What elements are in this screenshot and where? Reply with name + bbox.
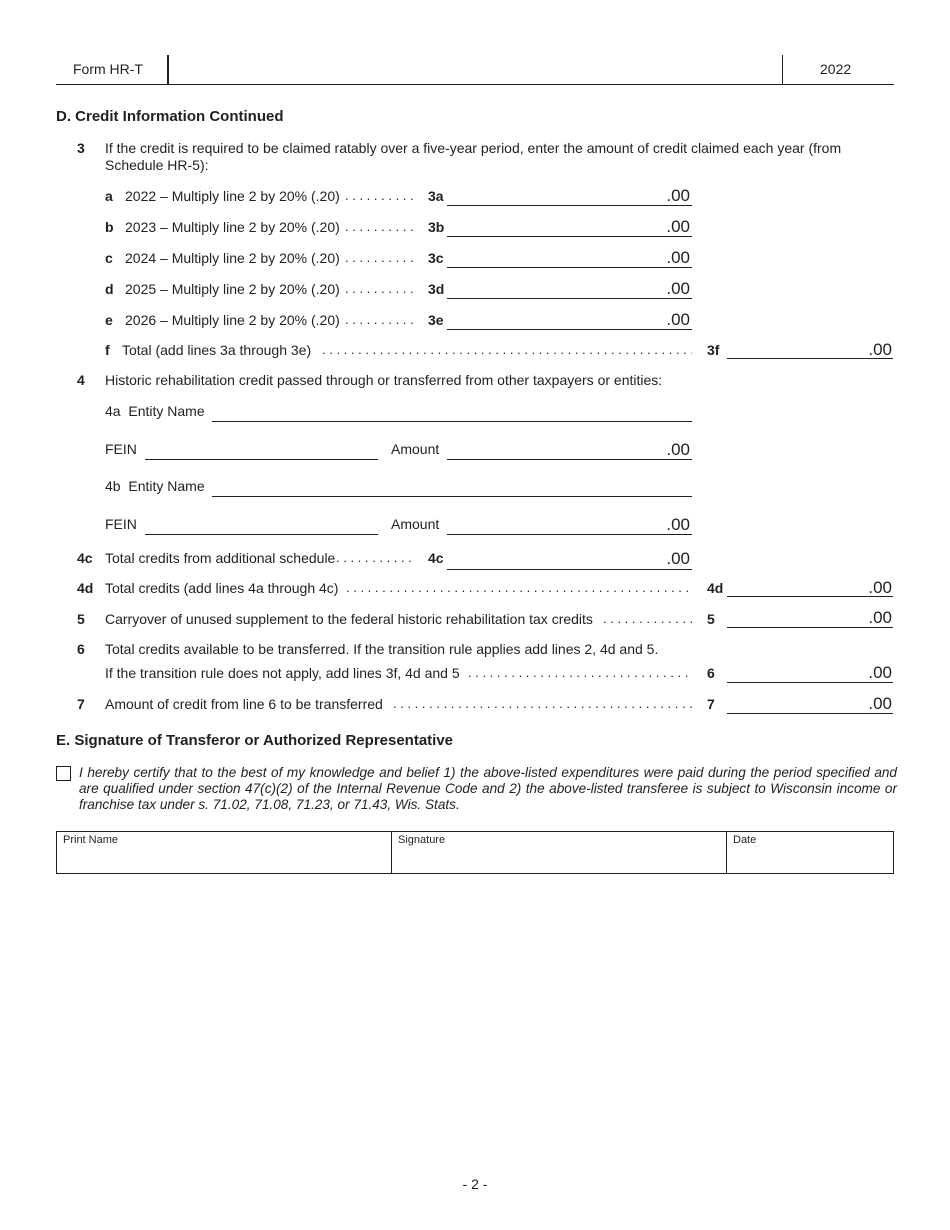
line-3c-leader [345,250,415,265]
line-3b-letter: b [105,219,114,235]
line-3e-ref: 3e [428,312,444,328]
line-7-number: 7 [77,696,85,712]
line-3c-letter: c [105,250,113,266]
line-3a-leader [345,188,415,203]
line-3b-leader [345,219,415,234]
certify-text: I hereby certify that to the best of my knowledge and belief 1) the above-listed expenditures were paid during the period specified and are qualified under section 47(c)(2) of the Internal Revenue Code and 2) the above-listed transferee is subject to Wisconsin income or franchise tax under s. 71.02, 71.08, 71.23, or 71.43, Wis. Stats. [79,765,897,812]
entity-4a-name-field[interactable] [212,421,692,422]
line-4-text: Historic rehabilitation credit passed through or transferred from other taxpayers or entities: [105,372,663,388]
line-7-ref: 7 [707,696,715,712]
line-7-label: Amount of credit from line 6 to be transferred [105,696,383,712]
line-3d-leader [345,281,415,296]
print-name-box[interactable] [56,831,392,874]
certify-checkbox[interactable] [56,766,71,781]
line-3b-label: 2023 – Multiply line 2 by 20% (.20) [125,219,340,235]
line-3a-letter: a [105,188,113,204]
entity-4a-amount-label: Amount [391,441,440,457]
line-3a-amount: .00 [666,186,690,205]
line-4d-amount: .00 [868,578,892,597]
line-3e-amount: .00 [666,310,690,329]
line-3d-letter: d [105,281,114,297]
line-4d-ref: 4d [707,580,724,596]
line-3e-letter: e [105,312,113,328]
entity-4a-fein-label: FEIN [105,441,137,457]
line-3c-amount: .00 [666,248,690,267]
line-4c-leader [336,550,416,565]
entity-4b-name-field[interactable] [212,496,692,497]
line-4d-label: Total credits (add lines 4a through 4c) [105,580,339,596]
line-5-label: Carryover of unused supplement to the federal historic rehabilitation tax credits [105,611,593,627]
line-6-leader [468,665,692,680]
date-box[interactable] [726,831,894,874]
entity-4b-fein-field[interactable] [145,534,378,535]
entity-4a-amount: .00 [666,440,690,459]
line-3d-label: 2025 – Multiply line 2 by 20% (.20) [125,281,340,297]
signature-box[interactable] [391,831,727,874]
line-4c-label: Total credits from additional schedule [105,550,336,566]
print-name-label: Print Name [63,834,119,846]
line-3f-amount: .00 [868,340,892,359]
line-4d-number: 4d [77,580,94,596]
header-divider-left [167,55,169,85]
form-year: 2022 [820,61,852,77]
line-3e-label: 2026 – Multiply line 2 by 20% (.20) [125,312,340,328]
line-3b-ref: 3b [428,219,445,235]
line-3-number: 3 [77,140,85,156]
line-3a-ref: 3a [428,188,444,204]
entity-4b-amount-label: Amount [391,516,440,532]
line-4c-amount: .00 [666,549,690,568]
line-4d-leader [346,580,692,595]
line-7-leader [393,696,692,711]
line-4c-number: 4c [77,550,93,566]
entity-4b-label: 4b Entity Name [105,478,205,494]
section-d-title: D. Credit Information Continued [56,108,284,125]
form-name: Form HR-T [73,61,143,77]
line-3-text: If the credit is required to be claimed ratably over a five-year period, enter the amount of credit claimed each year (from Schedule HR-5): [105,140,842,173]
line-4c-ref: 4c [428,550,444,566]
line-3c-label: 2024 – Multiply line 2 by 20% (.20) [125,250,340,266]
header-divider-right [782,55,783,85]
line-7-amount: .00 [868,694,892,713]
line-6-label-1: Total credits available to be transferred. If the transition rule applies add lines 2, 4d and 5. [105,641,659,657]
line-4c-field[interactable] [447,569,692,570]
line-3f-ref: 3f [707,342,720,358]
line-3d-amount: .00 [666,279,690,298]
line-6-number: 6 [77,641,85,657]
section-e-title: E. Signature of Transferor or Authorized Representative [56,732,454,749]
line-3b-amount: .00 [666,217,690,236]
entity-4b-fein-label: FEIN [105,516,137,532]
date-label: Date [733,834,757,846]
page-number: - 2 - [462,1176,488,1192]
line-6-amount: .00 [868,663,892,682]
signature-label: Signature [398,834,446,846]
line-4-number: 4 [77,372,85,388]
line-6-label-2: If the transition rule does not apply, add lines 3f, 4d and 5 [105,665,460,681]
line-3f-letter: f [105,342,110,358]
line-3e-leader [345,312,415,327]
line-5-amount: .00 [868,608,892,627]
line-5-leader [603,611,692,626]
line-5-number: 5 [77,611,85,627]
line-3f-leader [322,342,692,357]
line-3a-label: 2022 – Multiply line 2 by 20% (.20) [125,188,340,204]
entity-4b-amount: .00 [666,515,690,534]
line-3f-label: Total (add lines 3a through 3e) [122,342,312,358]
line-5-ref: 5 [707,611,715,627]
line-3d-ref: 3d [428,281,445,297]
entity-4a-label: 4a Entity Name [105,403,205,419]
line-3c-ref: 3c [428,250,444,266]
line-6-ref: 6 [707,665,715,681]
header-rule [56,84,894,85]
entity-4a-fein-field[interactable] [145,459,378,460]
